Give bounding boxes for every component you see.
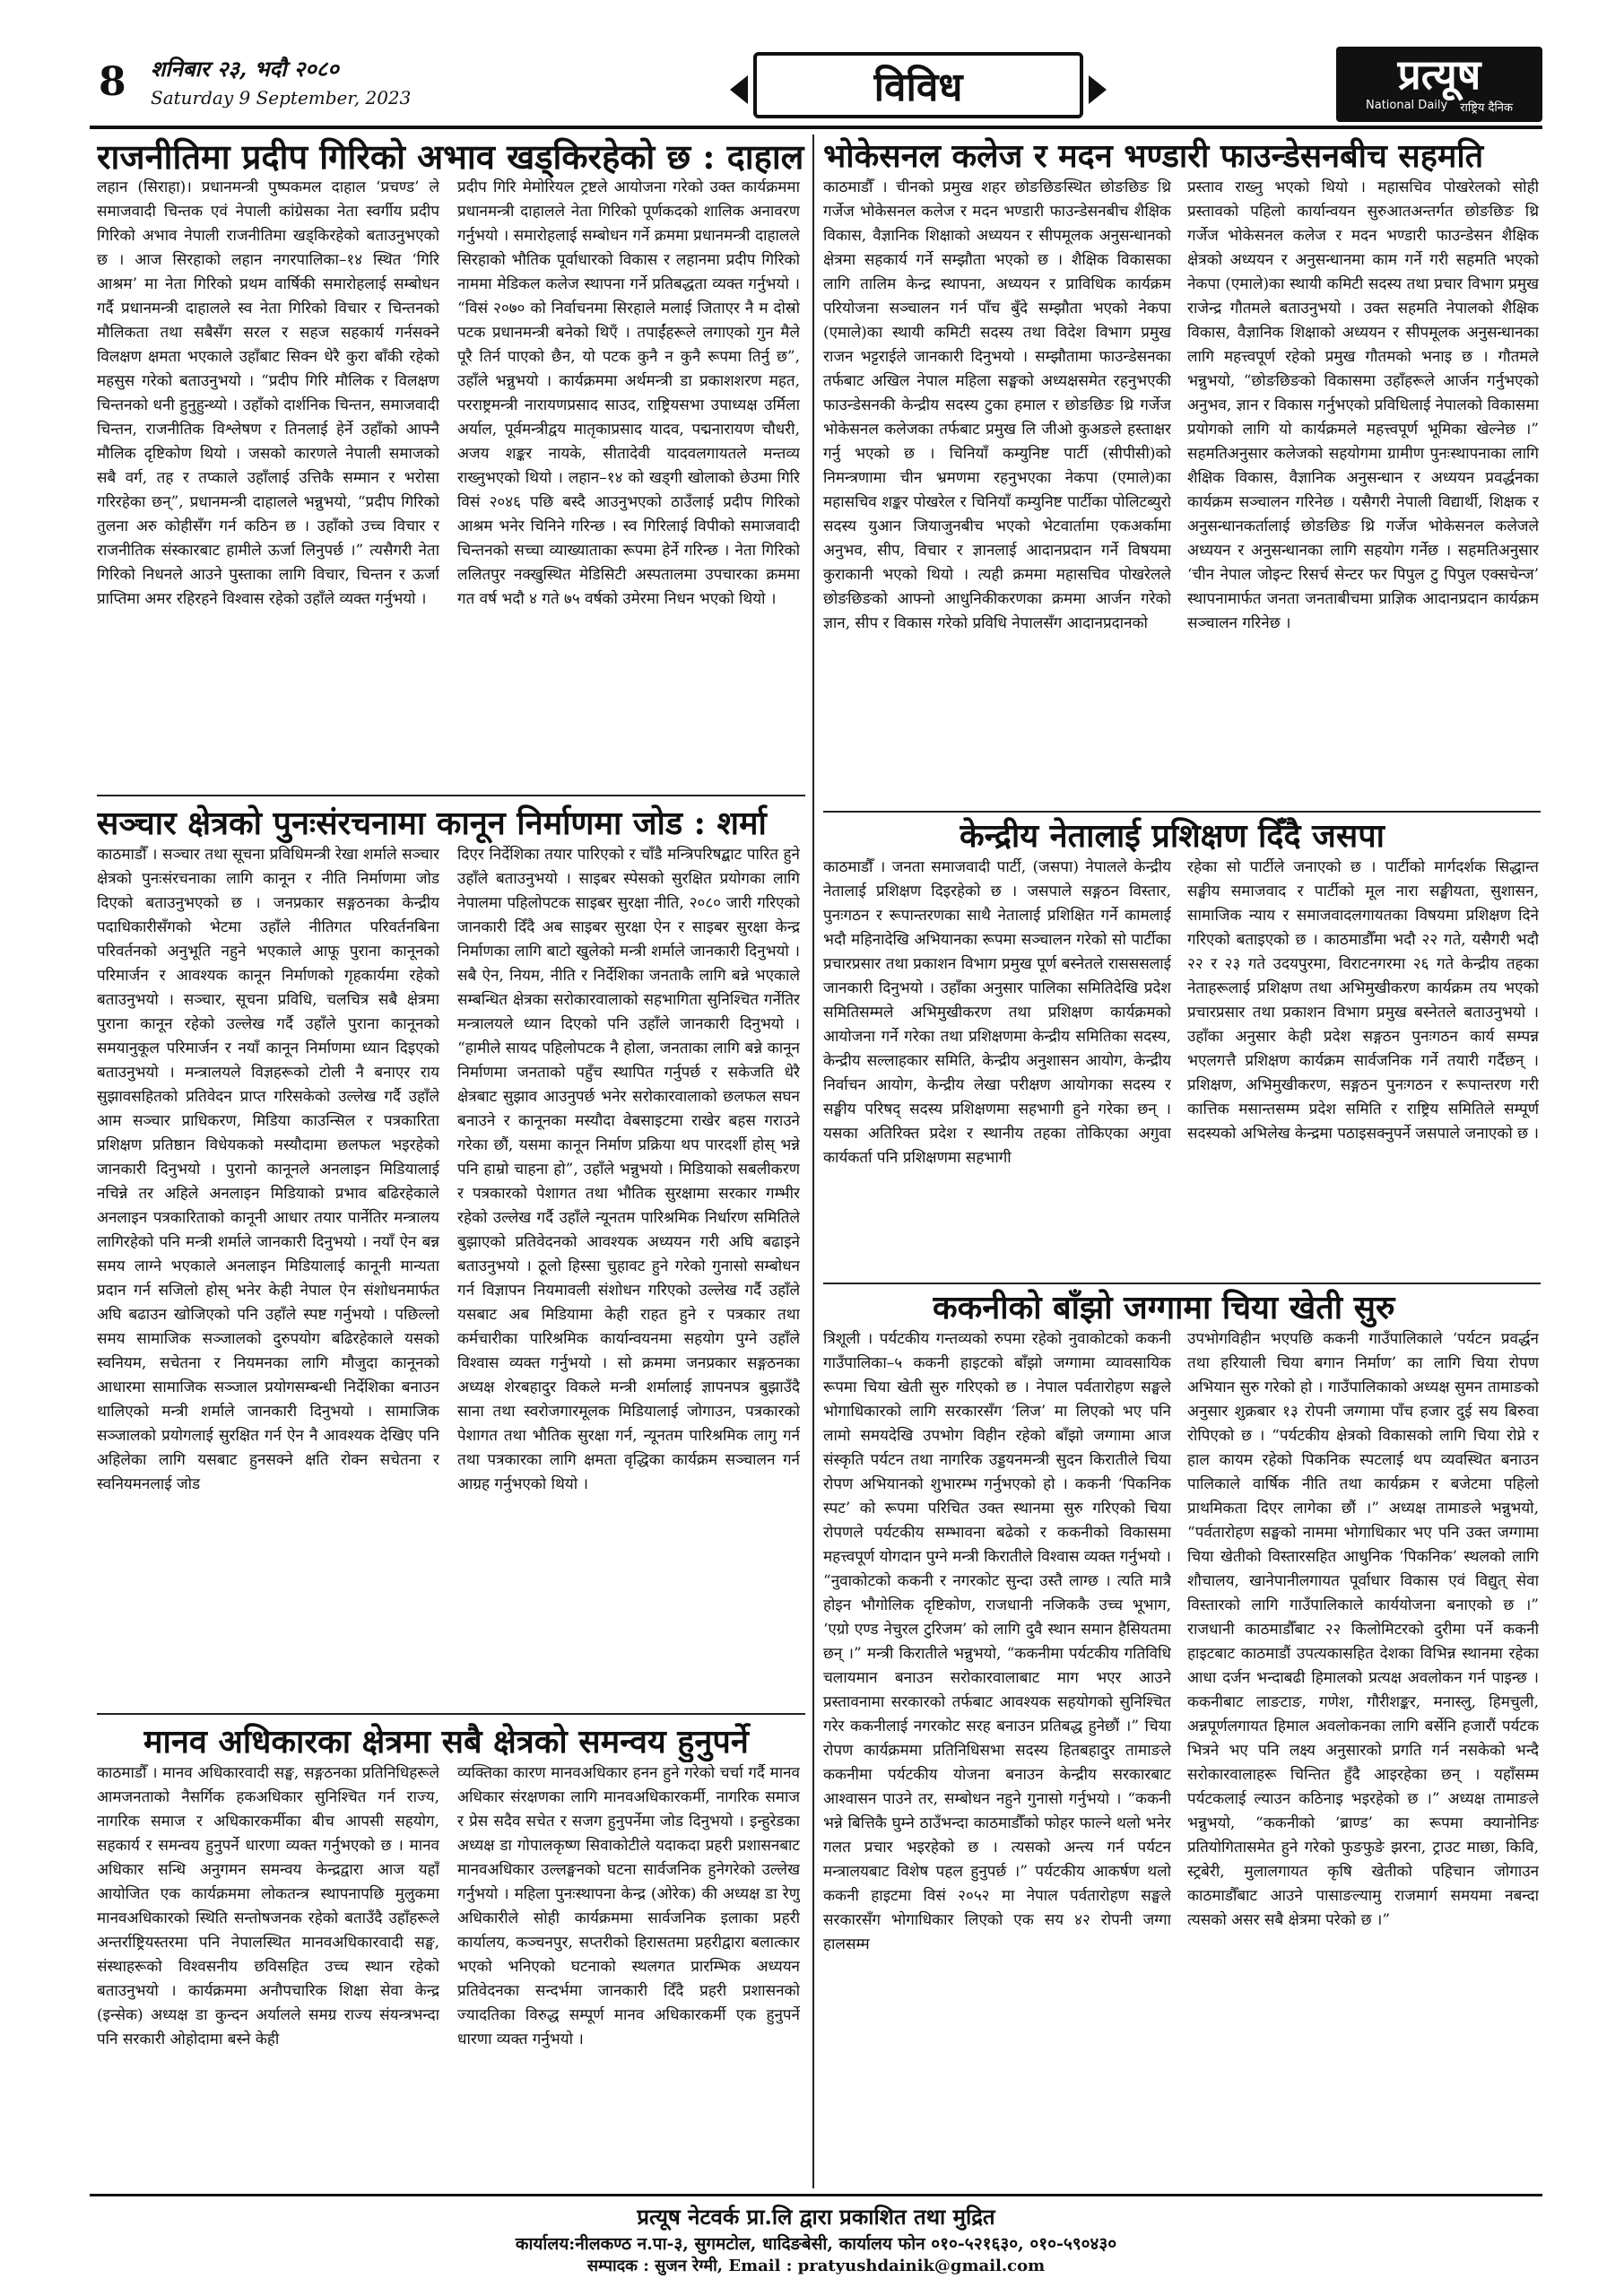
masthead [90, 47, 1542, 126]
footer-publisher: प्रत्यूष नेटवर्क प्रा.लि द्वारा प्रकाशित तथा मुद्रित [637, 2204, 995, 2230]
article-sharma-col2 [457, 843, 800, 1704]
article-text: प्रदीप गिरि मेमोरियल ट्रष्टले आयोजना गरेको उक्त कार्यक्रममा प्रधानमन्त्री दाहालले नेता गिरिको पूर्णकदको शालिक अनावरण गर्नुभयो । समारोहलाई सम्बोधन गर्ने क्रममा प्रधानमन्त्री दाहालले सिरहाको भौतिक पूर्वाधारको विकास र लहानमा प्रदीप गिरिको नाममा मेडिकल कलेज स्थापना गर्ने प्रतिबद्धता व्यक्त गर्नुभयो । “विसं २०७० को निर्वाचनमा सिरहाले मलाई जिताएर नै म दोस्रो पटक प्रधानमन्त्री बनेको थिएँ । तपाईंहरूले लगाएको गुन मैले पूरै तिर्न पाएको छैन, यो पटक कुनै न कुनै रूपमा तिर्नु छ”, उहाँले भन्नुभयो । कार्यक्रममा अर्थमन्त्री डा प्रकाशशरण महत, परराष्ट्रमन्त्री नारायणप्रसाद साउद, राष्ट्रियसभा उपाध्यक्ष उर्मिला अर्याल, पूर्वमन्त्रीद्वय मातृकाप्रसाद यादव, पद्मनारायण चौधरी, अजय शङ्कर नायके, सीतादेवी यादवलगायतले मन्तव्य राख्नुभएको थियो । लहान–१४ को खड्गी खोलाको छेउमा गिरि विसं २०४६ पछि बस्दै आउनुभएको ठाउँलाई प्रदीप गिरिको आश्रम भनेर चिनिने गरिन्छ । स्व गिरिलाई विपीको समाजवादी चिन्तनको सच्चा व्याख्याताका रूपमा हेर्ने गरिन्छ । नेता गिरिको ललितपुर नक्खुस्थित मेडिसिटी अस्पतालमा उपचारका क्रममा गत वर्ष भदौ ४ गते ७५ वर्षको उमेरमा निधन भएको थियो । [457, 178, 800, 608]
article-text: व्यक्तिका कारण मानवअधिकार हनन हुने गरेको चर्चा गर्दै मानव अधिकार संरक्षणका लागि मानवअधिकारकर्मी, नागरिक समाज र प्रेस सदैव सचेत र सजग हुनुपर्नेमा जोड दिनुभयो । इन्हुरेडका अध्यक्ष डा गोपालकृष्ण सिवाकोटीले यदाकदा प्रहरी प्रशासनबाट मानवअधिकार उल्लङ्घनको घटना सार्वजनिक हुनेगरेको उल्लेख गर्नुभयो । महिला पुनःस्थापना केन्द्र (ओरेक) की अध्यक्ष डा रेणु अधिकारीले सोही कार्यक्रममा सार्वजनिक इलाका प्रहरी कार्यालय, कञ्चनपुर, सप्तरीको हिरासतमा प्रहरीद्वारा बलात्कार भएको भनिएको घटनाको स्थलगत प्रारम्भिक अध्ययन प्रतिवेदनका सन्दर्भमा जानकारी दिँदै प्रहरी प्रशासनको ज्यादतिका विरुद्ध सम्पूर्ण मानव अधिकारकर्मी एक हुनुपर्ने धारणा व्यक्त गर्नुभयो । [457, 1764, 800, 2048]
footer-imprint [90, 2194, 1542, 2275]
article-text: काठमाडौँ । जनता समाजवादी पार्टी, (जसपा) नेपालले केन्द्रीय नेतालाई प्रशिक्षण दिइरहेको छ । जसपाले सङ्गठन विस्तार, पुनःगठन र रूपान्तरणका साथै नेतालाई प्रशिक्षित गर्ने कामलाई भदौ महिनादेखि अभियानका रूपमा सञ्चालन गरेको सो पार्टीका प्रचारप्रसार तथा प्रकाशन विभाग प्रमुख पूर्ण बस्नेतले रासससलाई जानकारी दिनुभयो । उहाँका अनुसार पालिका समितिदेखि प्रदेश समितिसम्मले अभिमुखीकरण तथा प्रशिक्षण कार्यक्रमको आयोजना गर्ने गरेका तथा प्रशिक्षणमा केन्द्रीय समितिका सदस्य, केन्द्रीय सल्लाहकार समिति, केन्द्रीय अनुशासन आयोग, केन्द्रीय निर्वाचन आयोग, केन्द्रीय लेखा परीक्षण आयोगका सदस्य र सङ्घीय परिषद् सदस्य प्रशिक्षणमा सहभागी हुने गरेका छन् । यसका अतिरिक्त प्रदेश र स्थानीय तहका तोकिएका अगुवा कार्यकर्ता पनि प्रशिक्षणमा सहभागी [823, 858, 1171, 1167]
article-text: प्रस्ताव राख्नु भएको थियो । महासचिव पोखरेलको सोही प्रस्तावको पहिलो कार्यान्वयन सुरुआतअन्तर्गत छोङछिङ थ्रि गर्जेज भोकेसनल कलेज र मदन भण्डारी फाउन्डेसन शैक्षिक क्षेत्रको अध्ययन र अनुसन्धानमा काम गर्ने गरी सहमति भएको नेकपा (एमाले)का स्थायी कमिटी सदस्य तथा प्रचार विभाग प्रमुख राजेन्द्र गौतमले बताउनुभयो । उक्त सहमति नेपालको शैक्षिक विकास, वैज्ञानिक शिक्षाको अध्ययन र सीपमूलक अनुसन्धानका लागि महत्त्वपूर्ण रहेको प्रमुख गौतमको भनाइ छ । गौतमले भन्नुभयो, “छोङछिङको विकासमा उहाँहरूले आर्जन गर्नुभएको अनुभव, ज्ञान र विकास गर्नुभएको प्रविधिलाई नेपालको विकासमा प्रयोगको लागि यो कार्यक्रमले महत्त्वपूर्ण भूमिका खेल्नेछ ।” सहमतिअनुसार कलेजको सहयोगमा ग्रामीण पुनःस्थापनाका लागि शैक्षिक विकास, वैज्ञानिक अनुसन्धान र अध्ययन प्रवर्द्धनका कार्यक्रम सञ्चालन गरिनेछ । यसैगरी नेपाली विद्यार्थी, शिक्षक र अनुसन्धानकर्तालाई छोङछिङ थ्रि गर्जेज भोकेसनल कलेजले अध्ययन र अनुसन्धानका लागि सहयोग गर्नेछ । सहमतिअनुसार ‘चीन नेपाल जोइन्ट रिसर्च सेन्टर फर पिपुल टु पिपुल एक्सचेन्ज’ स्थापनामार्फत जनता जनताबीचमा प्राज्ञिक आदानप्रदान कार्यक्रम सञ्चालन गरिनेछ । [1187, 178, 1539, 632]
right-arrow-icon [1089, 75, 1107, 104]
article-dahal-col1 [97, 176, 439, 786]
masthead-rule [90, 126, 1542, 129]
headline-dahal: राजनीतिमा प्रदीप गिरिको अभाव खड्किरहेको छ : दाहाल [97, 136, 804, 177]
headline-bhokesanal: भोकेसनल कलेज र मदन भण्डारी फाउन्डेसनबीच सहमति [823, 137, 1484, 175]
article-text: उपभोगविहीन भएपछि ककनी गाउँपालिकाले ‘पर्यटन प्रवर्द्धन तथा हरियाली चिया बगान निर्माण’ का लागि चिया रोपण अभियान सुरु गरेको हो । गाउँपालिकाको अध्यक्ष सुमन तामाङको अनुसार शुक्रबार १३ रोपनी जग्गामा पाँच हजार दुई सय बिरुवा रोपिएको छ । “पर्यटकीय क्षेत्रको विकासको लागि चिया रोप्ने र हाल कायम रहेको पिकनिक स्पटलाई थप व्यवस्थित बनाउन पालिकाले वार्षिक नीति तथा कार्यक्रम र बजेटमा पहिलो प्राथमिकता दिएर लागेका छौं ।” अध्यक्ष तामाङले भन्नुभयो, “पर्वतारोहण सङ्घको नाममा भोगाधिकार भए पनि उक्त जग्गामा चिया खेतीको विस्तारसहित आधुनिक ‘पिकनिक’ स्थलको लागि शौचालय, खानेपानीलगायत पूर्वाधार विकास एवं विद्युत् सेवा विस्तारको लागि गाउँपालिकाले कार्ययोजना बनाएको छ ।” राजधानी काठमाडौँबाट २२ किलोमिटरको दुरीमा पर्ने ककनी हाइटबाट काठमाडौं उपत्यकासहित देशका विभिन्न स्थानमा रहेका आधा दर्जन भन्दाबढी हिमालको प्रत्यक्ष अवलोकन गर्न पाइन्छ । ककनीबाट लाङटाङ, गणेश, गौरीशङ्कर, मनास्लु, हिमचुली, अन्नपूर्णलगायत हिमाल अवलोकनका लागि बर्सेनि हजारौं पर्यटक भित्रने भए पनि लक्ष्य अनुसारको प्रगति गर्न नसकेको भन्दै सरोकारवालाहरू चिन्तित हुँदै आइरहेका छन् । यहाँसम्म पर्यटकलाई ल्याउन कठिनाइ भइरहेको छ ।” अध्यक्ष तामाङले भन्नुभयो, “ककनीको ‘ब्राण्ड’ का रूपमा क्यानोनिङ प्रतियोगितासमेत हुने गरेको फुङफुङे झरना, ट्राउट माछा, किवि, स्ट्रबेरी, मुलालगायत कृषि खेतीको पहिचान जोगाउन काठमाडौँबाट आउने पासाङल्यामु राजमार्ग समयमा नबन्दा त्यसको असर सबै क्षेत्रमा परेको छ ।” [1187, 1330, 1539, 1929]
article-human-rights-col2 [457, 1761, 800, 2183]
article-separator [97, 795, 805, 796]
article-separator [97, 1713, 805, 1715]
date-nepali: शनिबार २३, भदौ २०८० [151, 56, 339, 82]
logo-sub-en: National Daily [1366, 99, 1448, 112]
footer-editor: सम्पादक : सुजन रेग्मी, Email : pratyushdainik@gmail.com [586, 2257, 1046, 2275]
footer-office: कार्यालय:नीलकण्ठ न.पा-३, सुगमटोल, धादिङबेसी, कार्यालय फोन ०१०-५२१६३०, ०१०-५९०४३० [515, 2234, 1117, 2254]
article-text: रहेका सो पार्टीले जनाएको छ । पार्टीको मार्गदर्शक सिद्धान्त सङ्घीय समाजवाद र पार्टीको मूल नारा सङ्घीयता, सुशासन, सामाजिक न्याय र समाजवादलगायतका विषयमा प्रशिक्षण दिने गरिएको बताइएको छ । काठमाडौँमा भदौ २२ गते, यसैगरी भदौ २२ र २३ गते उदयपुरमा, विराटनगरमा २६ गते केन्द्रीय तहका नेताहरूलाई प्रशिक्षण तथा अभिमुखीकरण कार्यक्रम तय भएको प्रचारप्रसार तथा प्रकाशन विभाग प्रमुख बस्नेतले बताउनुभयो । उहाँका अनुसार केही प्रदेश सङ्गठन पुनःगठन कार्य सम्पन्न भएलगत्तै प्रशिक्षण कार्यक्रम सार्वजनिक गर्ने तयारी गर्दैछन् । प्रशिक्षण, अभिमुखीकरण, सङ्गठन पुनःगठन र रूपान्तरण गरी कात्तिक मसान्तसम्म प्रदेश समिति र राष्ट्रिय समितिले सम्पूर्ण सदस्यको अभिलेख केन्द्रमा पठाइसक्नुपर्ने जसपाले जनाएको छ । [1187, 858, 1539, 1143]
date-english: Saturday 9 September, 2023 [151, 87, 412, 109]
headline-jaspa: केन्द्रीय नेतालाई प्रशिक्षण दिँदै जसपा [960, 817, 1385, 855]
article-text: काठमाडौँ । मानव अधिकारवादी सङ्घ, सङ्गठनका प्रतिनिधिहरूले आमजनताको नैसर्गिक हकअधिकार सुनिश्चित गर्न राज्य, नागरिक समाज र अधिकारकर्मीका बीच आपसी सहयोग, सहकार्य र समन्वय हुनुपर्ने धारणा व्यक्त गर्नुभएको छ । मानव अधिकार सन्धि अनुगमन समन्वय केन्द्रद्वारा आज यहाँ आयोजित एक कार्यक्रममा लोकतन्त्र स्थापनापछि मुलुकमा मानवअधिकारको स्थिति सन्तोषजनक रहेको बताउँदै उहाँहरूले अन्तर्राष्ट्रियस्तरमा पनि नेपालस्थित मानवअधिकारवादी सङ्घ, संस्थाहरूको विश्वसनीय छविसहित उच्च स्थान रहेको बताउनुभयो । कार्यक्रममा अनौपचारिक शिक्षा सेवा केन्द्र (इन्सेक) अध्यक्ष डा कुन्दन अर्यालले समग्र राज्य संयन्त्रभन्दा पनि सरकारी ओहोदामा बस्ने केही [97, 1764, 439, 2048]
article-text: काठमाडौँ । चीनको प्रमुख शहर छोङछिङस्थित छोङछिङ थ्रि गर्जेज भोकेसनल कलेज र मदन भण्डारी फाउन्डेसनबीच शैक्षिक विकास, वैज्ञानिक शिक्षाको अध्ययन र सीपमूलक अनुसन्धानको क्षेत्रमा सहकार्य गर्ने सम्झौता भएको छ । शैक्षिक विकासका लागि तालिम केन्द्र स्थापना, अध्ययन र प्राविधिक कार्यक्रम परियोजना सञ्चालन गर्न पाँच बुँदे सम्झौता भएको नेकपा (एमाले)का स्थायी कमिटी सदस्य तथा विदेश विभाग प्रमुख राजन भट्टराईले जानकारी दिनुभयो । सम्झौतामा फाउन्डेसनका तर्फबाट अखिल नेपाल महिला सङ्घको अध्यक्षसमेत रहनुभएकी फाउन्डेसनकी केन्द्रीय सदस्य टुका हमाल र छोङछिङ थ्रि गर्जेज भोकेसनल कलेजका तर्फबाट प्रमुख लि जीओ कुअङले हस्ताक्षर गर्नु भएको छ । चिनियाँ कम्युनिष्ट पार्टी (सीपीसी)को निमन्त्रणामा चीन भ्रमणमा रहनुभएका नेकपा (एमाले)का महासचिव शङ्कर पोखरेल र चिनियाँ कम्युनिष्ट पार्टीका पोलिटब्युरो सदस्य युआन जियाजुनबीच भएको भेटवार्तामा एकअर्कामा अनुभव, सीप, विचार र ज्ञानलाई आदानप्रदान गर्ने विषयमा कुराकानी भएको थियो । त्यही क्रममा महासचिव पोखरेलले छोङछिङको आफ्नो आधुनिकीकरणका क्रममा आर्जन गरेको ज्ञान, सीप र विकास गरेको प्रविधि नेपालसँग आदानप्रदानको [823, 178, 1171, 632]
article-text: काठमाडौँ । सञ्चार तथा सूचना प्रविधिमन्त्री रेखा शर्माले सञ्चार क्षेत्रको पुनःसंरचनाका लागि कानून र नीति निर्माणमा जोड दिएको बताउनुभएको छ । जनप्रकार सङ्गठनका केन्द्रीय पदाधिकारीसँगको भेटमा उहाँले नीतिगत परिवर्तनबिना परिवर्तनको अनुभूति नहुने भएकाले आफू पुराना कानूनको परिमार्जन र आवश्यक कानून निर्माणको गृहकार्यमा रहेको बताउनुभयो । सञ्चार, सूचना प्रविधि, चलचित्र सबै क्षेत्रमा पुराना कानून रहेको उल्लेख गर्दै उहाँले पुराना कानूनको समयानुकूल परिमार्जन र नयाँ कानून निर्माणमा ध्यान दिइएको बताउनुभयो । मन्त्रालयले विज्ञहरूको टोली नै बनाएर राय सुझावसहितको प्रतिवेदन प्राप्त गरिसकेको उल्लेख गर्दै उहाँले आम सञ्चार प्राधिकरण, मिडिया काउन्सिल र पत्रकारिता प्रशिक्षण प्रतिष्ठान विधेयकको मस्यौदामा छलफल भइरहेको जानकारी दिनुभयो । पुरानो कानूनले अनलाइन मिडियालाई नचिन्ने तर अहिले अनलाइन मिडियाको प्रभाव बढिरहेकाले अनलाइन पत्रकारिताको कानूनी आधार तयार पार्नेतिर मन्त्रालय लागिरहेको पनि मन्त्री शर्माले जानकारी दिनुभयो । नयाँ ऐन बन्न समय लाग्ने भएकाले अनलाइन मिडियालाई कानूनी मान्यता प्रदान गर्न सजिलो होस् भनेर केही नेपाल ऐन संशोधनमार्फत अघि बढाउन खोजिएको पनि उहाँले स्पष्ट गर्नुभयो । पछिल्लो समय सामाजिक सञ्जालको दुरुपयोग बढिरहेकाले यसको स्वनियम, सचेतना र नियमनका लागि मौजुदा कानूनको आधारमा सामाजिक सञ्जाल प्रयोगसम्बन्धी निर्देशिका बनाउन थालिएको मन्त्री शर्माले जानकारी दिनुभयो । सामाजिक सञ्जालको प्रयोगलाई सुरक्षित गर्न ऐन नै आवश्यक देखिए पनि अहिलेका लागि यसबाट हुनसक्ने क्षति रोक्न सचेतना र स्वनियमनलाई जोड [97, 846, 439, 1493]
newspaper-logo [1336, 47, 1542, 122]
article-sharma-col1 [97, 843, 439, 1704]
article-bhokesanal-col2 [1187, 176, 1539, 804]
article-dahal-col2 [457, 176, 800, 786]
section-title [753, 52, 1083, 118]
logo-sub-np: राष्ट्रिय दैनिक [1460, 101, 1513, 115]
article-jaspa-col2 [1187, 856, 1539, 1277]
article-kakani-col1 [823, 1327, 1171, 2183]
article-jaspa-col1 [823, 856, 1171, 1277]
headline-kakani: ककनीको बाँझो जग्गामा चिया खेती सुरु [933, 1289, 1395, 1326]
section-label: विविध [873, 65, 963, 110]
left-arrow-icon [730, 75, 748, 104]
article-kakani-col2 [1187, 1327, 1539, 2183]
page-number: 8 [99, 59, 126, 105]
article-text: लहान (सिराहा)। प्रधानमन्त्री पुष्पकमल दाहाल ‘प्रचण्ड’ ले समाजवादी चिन्तक एवं नेपाली कांग्रेसका नेता स्वर्गीय प्रदीप गिरिको अभाव नेपाली राजनीतिमा खड्किरहेको बताउनुभएको छ । आज सिरहाको लहान नगरपालिका–१४ स्थित ‘गिरि आश्रम’ मा नेता गिरिको प्रथम वार्षिकी समारोहलाई सम्बोधन गर्दै प्रधानमन्त्री दाहालले स्व नेता गिरिको विचार र चिन्तनको मौलिकता तथा सबैसँग सरल र सहज सहकार्य गर्नसक्ने विलक्षण क्षमता भएकाले उहाँबाट सिक्न धेरै कुरा बाँकी रहेको महसुस गरेको बताउनुभयो । “प्रदीप गिरि मौलिक र विलक्षण चिन्तनको धनी हुनुहुन्थ्यो । उहाँको दार्शनिक चिन्तन, समाजवादी चिन्तन, राजनीतिक विश्लेषण र तिनलाई हेर्ने उहाँको आफ्नै मौलिक दृष्टिकोण थियो । जसको कारणले नेपाली समाजको सबै वर्ग, तह र तप्काले उहाँलाई उत्तिकै सम्मान र भरोसा गरिरहेका छन्”, प्रधानमन्त्री दाहालले भन्नुभयो, “प्रदीप गिरिको तुलना अरु कोहीसँग गर्न कठिन छ । उहाँको उच्च विचार र राजनीतिक संस्कारबाट हामीले ऊर्जा लिनुपर्छ ।” त्यसैगरी नेता गिरिको निधनले आउने पुस्ताका लागि विचार, चिन्तन र ऊर्जा प्राप्तिमा अमर रहिरहने विश्वास रहेको उहाँले व्यक्त गर्नुभयो । [97, 178, 439, 608]
column-divider [812, 135, 814, 2188]
headline-sharma: सञ्चार क्षेत्रको पुनःसंरचनामा कानून निर्माणमा जोड : शर्मा [97, 804, 767, 842]
article-bhokesanal-col1 [823, 176, 1171, 804]
headline-human-rights: मानव अधिकारका क्षेत्रमा सबै क्षेत्रको समन्वय हुनुपर्ने [143, 1723, 749, 1761]
article-text: त्रिशूली । पर्यटकीय गन्तव्यको रुपमा रहेको नुवाकोटको ककनी गाउँपालिका–५ ककनी हाइटको बाँझो जग्गामा व्यावसायिक रूपमा चिया खेती सुरु गरिएको छ । नेपाल पर्वतारोहण सङ्घले भोगाधिकारको लागि सरकारसँग ‘लिज’ मा लिएको भए पनि लामो समयदेखि उपभोग विहीन रहेको बाँझो जग्गामा आज संस्कृति पर्यटन तथा नागरिक उड्डयनमन्त्री सुदन किरातीले चिया रोपण अभियानको शुभारम्भ गर्नुभएको हो । ककनी ‘पिकनिक स्पट’ को रूपमा परिचित उक्त स्थानमा सुरु गरिएको चिया रोपणले पर्यटकीय सम्भावना बढेको र ककनीको विकासमा महत्त्वपूर्ण योगदान पुग्ने मन्त्री किरातीले विश्वास व्यक्त गर्नुभयो । “नुवाकोटको ककनी र नगरकोट सुन्दा उस्तै लाग्छ । त्यति मात्रै होइन भौगोलिक दृष्टिकोण, राजधानी नजिककै उच्च भूभाग, ‘एग्रो एण्ड नेचुरल टुरिजम’ को लागि दुवै स्थान समान हैसियतमा छन् ।” मन्त्री किरातीले भन्नुभयो, “ककनीमा पर्यटकीय गतिविधि चलायमान बनाउन सरोकारवालाबाट माग भएर आउने प्रस्तावनामा सरकारको तर्फबाट आवश्यक सहयोगको सुनिश्चित गरेर ककनीलाई नगरकोट सरह बनाउन प्रतिबद्ध हुनेछौं ।” चिया रोपण कार्यक्रममा प्रतिनिधिसभा सदस्य हितबहादुर तामाङले ककनीमा पर्यटकीय योजना बनाउन केन्द्रीय सरकारबाट आश्वासन पाउने तर, सम्बोधन नहुने गुनासो गर्नुभयो । “ककनी भन्ने बित्तिकै घुम्ने ठाउँभन्दा काठमाडौँको फोहर फाल्ने थलो भनेर गलत प्रचार भइरहेको छ । त्यसको अन्त्य गर्न पर्यटन मन्त्रालयबाट विशेष पहल हुनुपर्छ ।” पर्यटकीय आकर्षण थलो ककनी हाइटमा विसं २०५२ मा नेपाल पर्वतारोहण सङ्घले सरकारसँग भोगाधिकार लिएको एक सय ४२ रोपनी जग्गा हालसम्म [823, 1330, 1171, 1953]
article-human-rights-col1 [97, 1761, 439, 2183]
logo-subtitle [1366, 99, 1513, 115]
logo-name: प्रत्यूष [1397, 50, 1481, 99]
issue-date [151, 54, 411, 109]
article-text: दिएर निर्देशिका तयार पारिएको र चाँडै मन्त्रिपरिषद्बाट पारित हुने उहाँले बताउनुभयो । साइबर स्पेसको सुरक्षित प्रयोगका लागि नेपालमा पहिलोपटक साइबर सुरक्षा नीति, २०८० जारी गरिएको जानकारी दिँदै अब साइबर सुरक्षा ऐन र साइबर सुरक्षा केन्द्र निर्माणका लागि बाटो खुलेको मन्त्री शर्माले जानकारी दिनुभयो । सबै ऐन, नियम, नीति र निर्देशिका जनताकै लागि बन्ने भएकाले सम्बन्धित क्षेत्रका सरोकारवालाको सहभागिता सुनिश्चित गर्नेतिर मन्त्रालयले ध्यान दिएको पनि उहाँले जानकारी दिनुभयो । “हामीले सायद पहिलोपटक नै होला, जनताका लागि बन्ने कानून निर्माणमा जनताको पहुँच स्थापित गर्नुपर्छ र सकेजति धेरै क्षेत्रबाट सुझाव आउनुपर्छ भनेर सरोकारवालाको छलफल सघन बनाउने र कानूनका मस्यौदा वेबसाइटमा राखेर बहस गराउने गरेका छौं, यसमा कानून निर्माण प्रक्रिया थप पारदर्शी होस् भन्ने पनि हाम्रो चाहना हो”, उहाँले भन्नुभयो । मिडियाको सबलीकरण र पत्रकारको पेशागत तथा भौतिक सुरक्षामा सरकार गम्भीर रहेको उल्लेख गर्दै उहाँले न्यूनतम पारिश्रमिक निर्धारण समितिले बुझाएको प्रतिवेदनको आवश्यक अध्ययन गरी अघि बढाइने बताउनुभयो । ठूलो हिस्सा चुहावट हुने गरेको गुनासो सम्बोधन गर्न विज्ञापन नियमावली संशोधन गरिएको उल्लेख गर्दै उहाँले यसबाट अब मिडियामा केही राहत हुने र पत्रकार तथा कर्मचारीका पारिश्रमिक कार्यान्वयनमा सहयोग पुग्ने उहाँले विश्वास व्यक्त गर्नुभयो । सो क्रममा जनप्रकार सङ्गठनका अध्यक्ष शेरबहादुर विकले मन्त्री शर्मालाई ज्ञापनपत्र बुझाउँदै साना तथा स्वरोजगारमूलक मिडियालाई जोगाउन, पत्रकारको पेशागत तथा भौतिक सुरक्षा गर्न, न्यूनतम पारिश्रमिक लागु गर्न तथा पत्रकारका लागि क्षमता वृद्धिका कार्यक्रम सञ्चालन गर्न आग्रह गर्नुभएको थियो । [457, 846, 800, 1493]
